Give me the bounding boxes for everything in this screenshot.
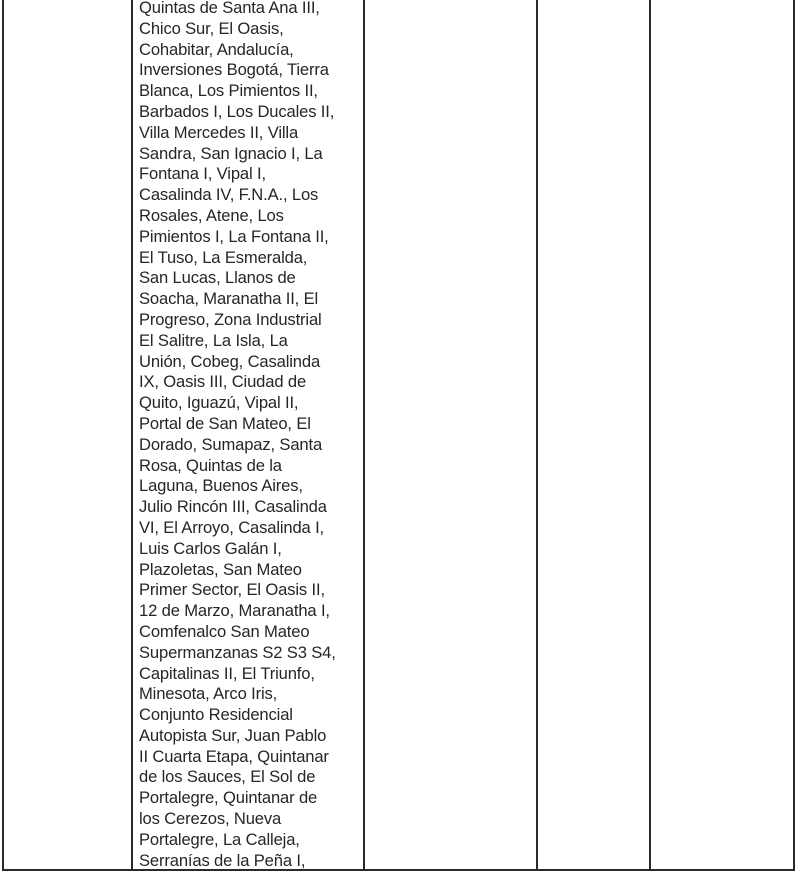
table-cell-col1	[4, 0, 133, 869]
text-line: San Lucas, Llanos de	[139, 268, 296, 288]
neighborhood-list-text	[139, 0, 359, 871]
text-line: Luis Carlos Galán I,	[139, 538, 282, 558]
table-cell-col5	[651, 0, 795, 869]
text-line: Capitalinas II, El Triunfo,	[139, 663, 315, 683]
text-line: Rosa, Quintas de la	[139, 455, 282, 475]
text-line: Barbados I, Los Ducales II,	[139, 101, 335, 121]
text-line: de los Sauces, El Sol de	[139, 767, 316, 787]
text-line: Unión, Cobeg, Casalinda	[139, 351, 321, 371]
text-line: Casalinda IV, F.N.A., Los	[139, 185, 319, 205]
text-line: II Cuarta Etapa, Quintanar	[139, 746, 329, 766]
text-line: Autopista Sur, Juan Pablo	[139, 725, 327, 745]
text-line: Rosales, Atene, Los	[139, 205, 284, 225]
text-line: Minesota, Arco Iris,	[139, 684, 278, 704]
text-line: 12 de Marzo, Maranatha I,	[139, 601, 330, 621]
text-line: Portalegre, La Calleja,	[139, 829, 300, 849]
text-line: Conjunto Residencial	[139, 705, 293, 725]
text-line: Cohabitar, Andalucía,	[139, 39, 294, 59]
text-line: Progreso, Zona Industrial	[139, 309, 322, 329]
table-cell-col3	[365, 0, 538, 869]
text-line: Pimientos I, La Fontana II,	[139, 226, 329, 246]
text-line: VI, El Arroyo, Casalinda I,	[139, 517, 325, 537]
text-line: Serranías de la Peña I,	[139, 850, 306, 870]
table-cell-col4	[538, 0, 651, 869]
text-line: El Salitre, La Isla, La	[139, 330, 288, 350]
text-line: los Cerezos, Nueva	[139, 809, 282, 829]
text-line: Quito, Iguazú, Vipal II,	[139, 393, 299, 413]
text-line: Dorado, Sumapaz, Santa	[139, 434, 323, 454]
text-line: Plazoletas, San Mateo	[139, 559, 302, 579]
text-line: Inversiones Bogotá, Tierra	[139, 60, 329, 80]
document-table	[2, 0, 795, 871]
text-line: Chico Sur, El Oasis,	[139, 18, 284, 38]
table-cell-neighborhoods	[133, 0, 365, 869]
text-line: Portalegre, Quintanar de	[139, 788, 318, 808]
text-line: Comfenalco San Mateo	[139, 621, 310, 641]
text-line: Julio Rincón III, Casalinda	[139, 497, 327, 517]
text-line: Portal de San Mateo, El	[139, 413, 311, 433]
text-line: Fontana I, Vipal I,	[139, 164, 266, 184]
text-line: IX, Oasis III, Ciudad de	[139, 372, 307, 392]
text-line: El Tuso, La Esmeralda,	[139, 247, 308, 267]
text-line: Primer Sector, El Oasis II,	[139, 580, 325, 600]
text-line: Laguna, Buenos Aires,	[139, 476, 303, 496]
text-line: Supermanzanas S2 S3 S4,	[139, 642, 336, 662]
text-line: Sandra, San Ignacio I, La	[139, 143, 323, 163]
text-line: Blanca, Los Pimientos II,	[139, 81, 318, 101]
text-line: Quintas de Santa Ana III,	[139, 0, 320, 17]
text-line: Soacha, Maranatha II, El	[139, 289, 319, 309]
text-line: Villa Mercedes II, Villa	[139, 122, 299, 142]
